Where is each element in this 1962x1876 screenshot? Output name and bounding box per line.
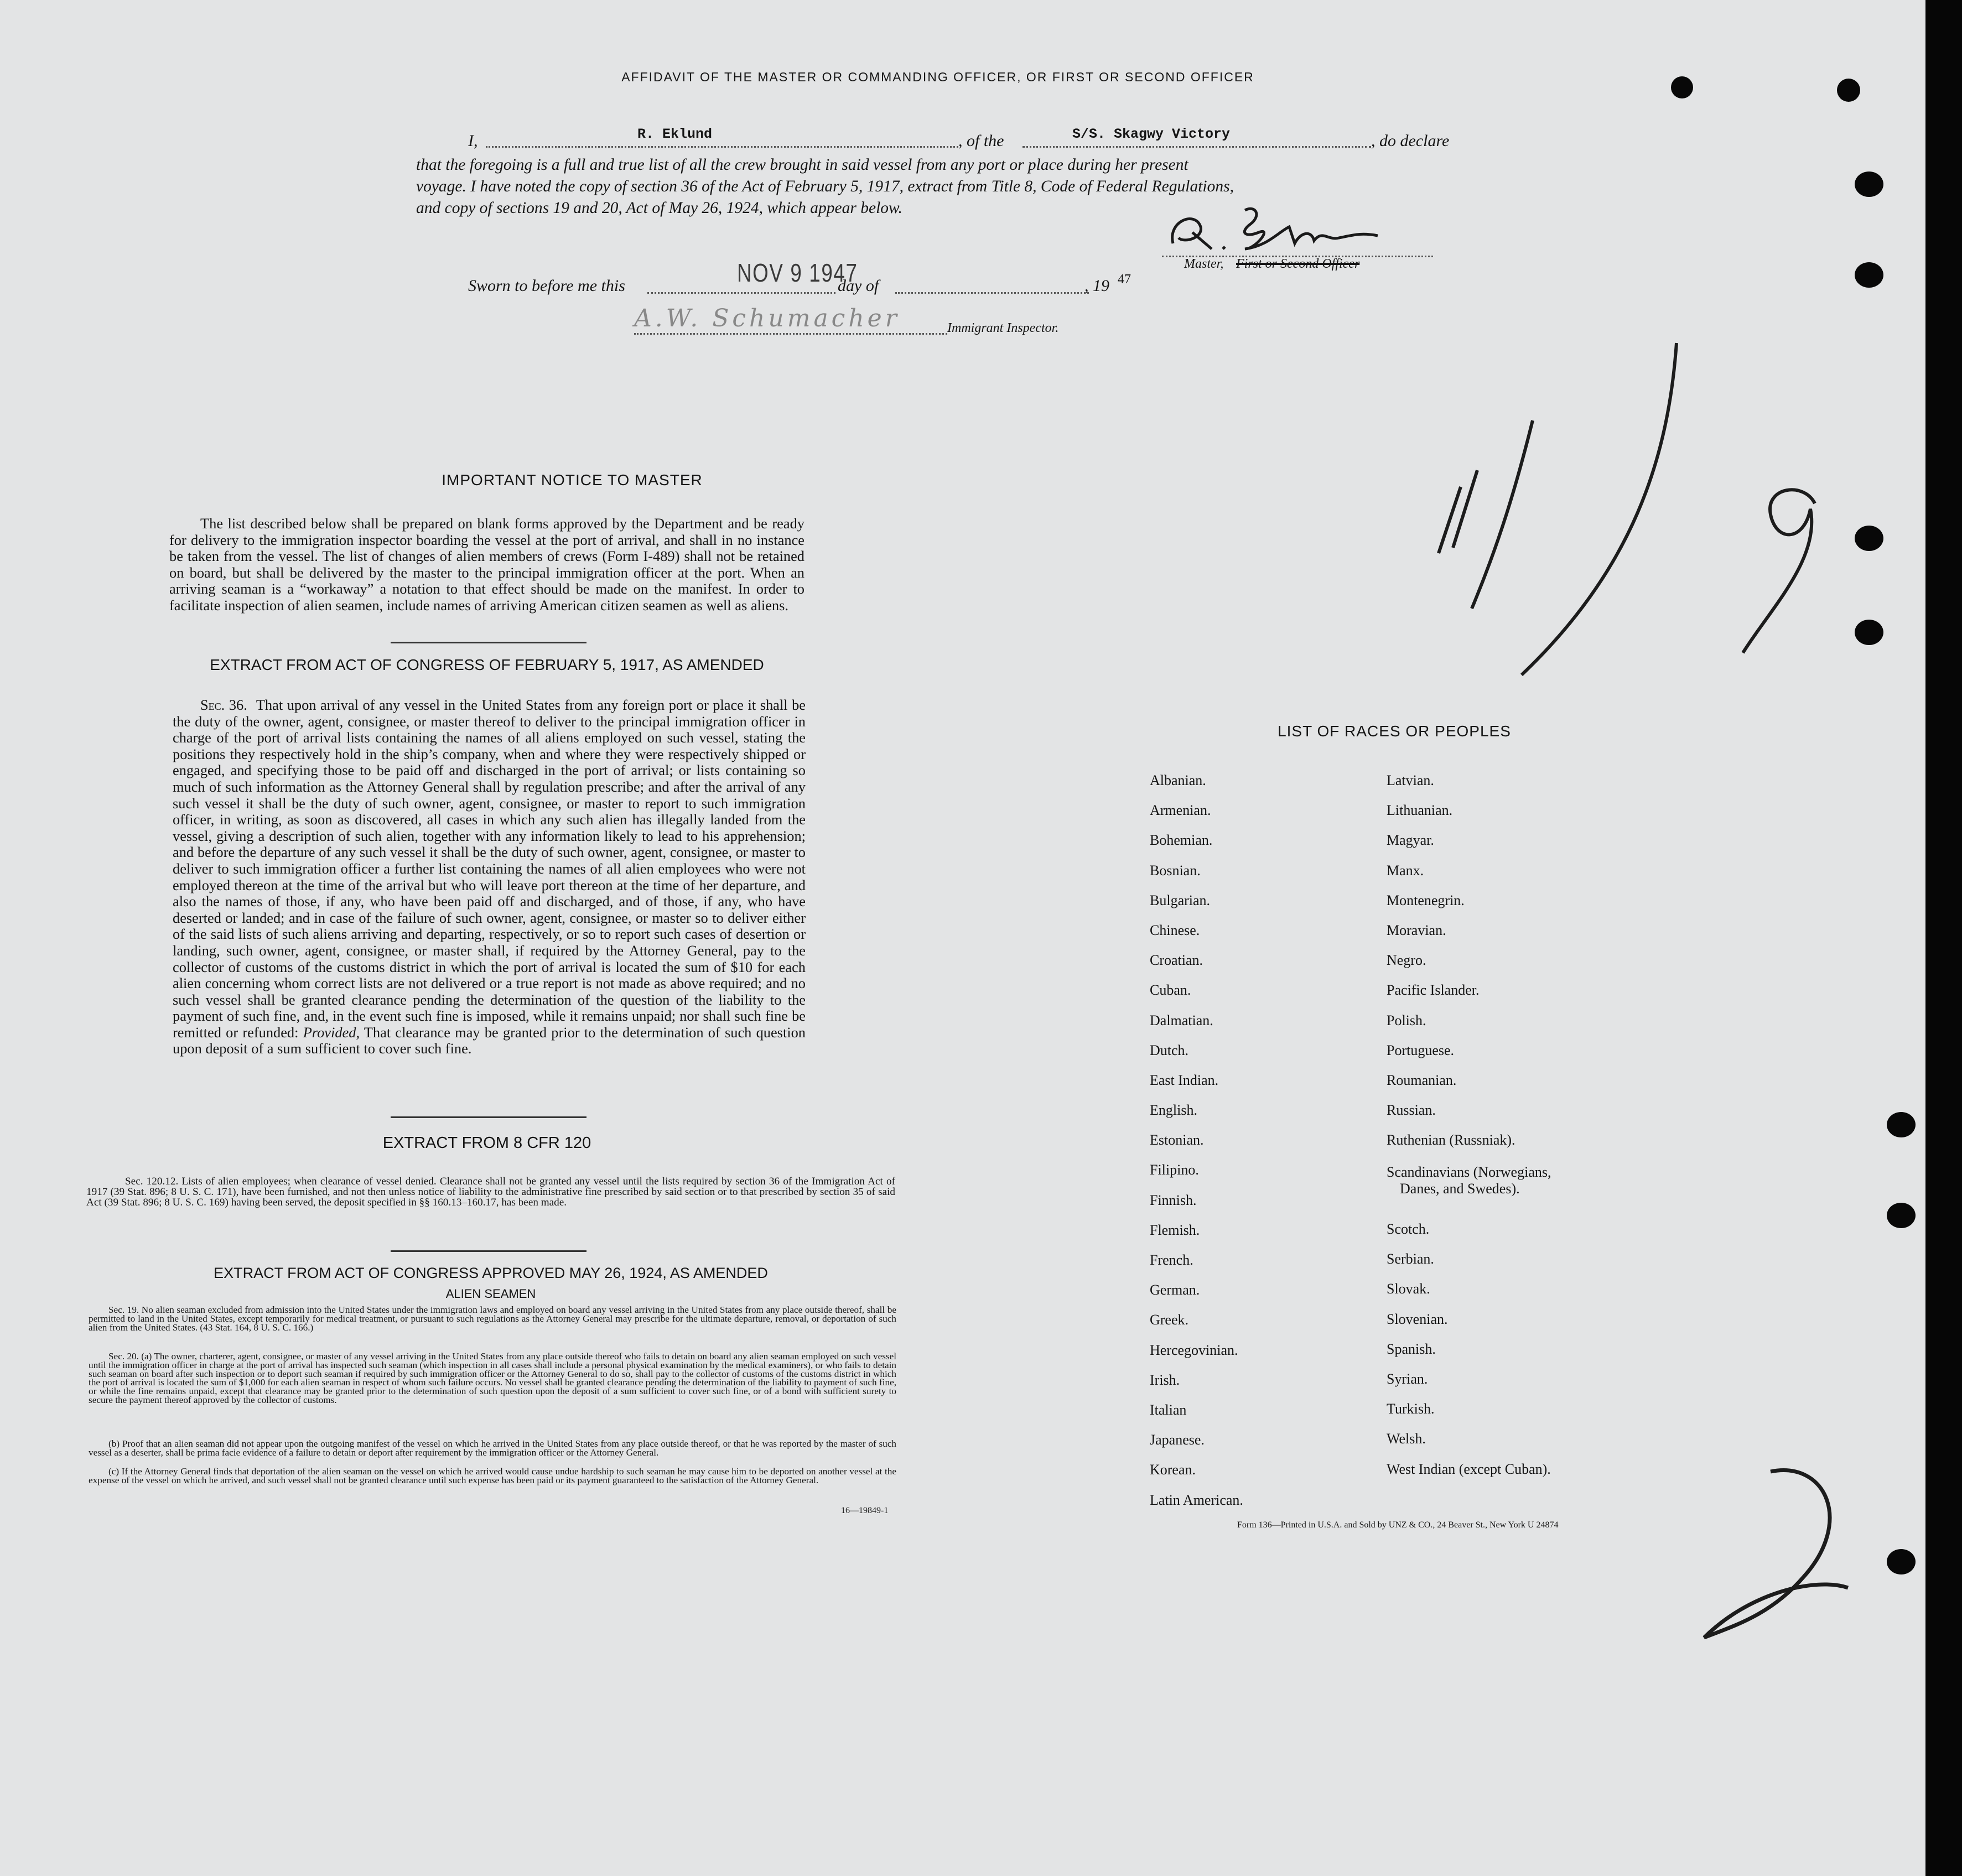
- race-item: Turkish.: [1387, 1401, 1435, 1417]
- scan-edge: [1925, 0, 1962, 1876]
- race-item: Welsh.: [1387, 1431, 1426, 1447]
- alien-seamen-subtitle: ALIEN SEAMEN: [445, 1287, 536, 1301]
- punch-hole: [1855, 172, 1883, 197]
- year-suffix-field: 47: [1118, 272, 1131, 287]
- race-item: Estonian.: [1150, 1132, 1204, 1149]
- handwritten-fraction-mark: [1416, 321, 1837, 697]
- provided-label: Provided,: [303, 1023, 360, 1041]
- race-item: Latvian.: [1387, 772, 1434, 788]
- cfr-title: EXTRACT FROM 8 CFR 120: [382, 1134, 591, 1152]
- race-item: West Indian (except Cuban).: [1387, 1461, 1551, 1477]
- race-item: Dalmatian.: [1150, 1012, 1213, 1028]
- race-item: Negro.: [1387, 952, 1426, 969]
- master-title-label: Master,: [1184, 257, 1224, 271]
- declaration-line-3: and copy of sections 19 and 20, Act of May 26, 1924, which appear below.: [416, 199, 902, 217]
- race-item: Korean.: [1150, 1462, 1196, 1478]
- race-item: French.: [1150, 1252, 1193, 1268]
- race-item: Hercegovinian.: [1150, 1342, 1238, 1358]
- declaration-line-1: that the foregoing is a full and true list of all the crew brought in said vessel from any port or place during her present: [416, 156, 1188, 174]
- inspector-signature-line: [634, 333, 947, 335]
- day-of-label: day of: [838, 277, 879, 295]
- form-code: 16—19849-1: [841, 1506, 889, 1515]
- race-item: Greek.: [1150, 1312, 1189, 1328]
- sec20c-body: (c) If the Attorney General finds that deportation of the alien seaman on the vessel on which he arrived would cause undue hardship to such seaman he may cause him to be deported on another vessel at the expense of the vessel on which he arrived, and such vessel shall not be granted clearance until such expense has been paid or its payment guaranteed to the satisfaction of the Attorney General.: [89, 1466, 896, 1485]
- race-item: Ruthenian (Russniak).: [1387, 1132, 1515, 1149]
- races-column-2b: [1387, 1214, 1619, 1484]
- race-item: Syrian.: [1387, 1370, 1428, 1387]
- races-column-1: [1150, 766, 1382, 1515]
- race-item: Croatian.: [1150, 952, 1203, 969]
- race-scandinavians: [1387, 1164, 1551, 1197]
- punch-hole: [1855, 620, 1883, 645]
- race-item: German.: [1150, 1282, 1200, 1298]
- race-item: Latin American.: [1150, 1492, 1243, 1508]
- punch-hole: [1887, 1112, 1916, 1137]
- race-item: Magyar.: [1387, 832, 1434, 849]
- inspector-signature: A.W. Schumacher: [634, 304, 900, 332]
- sec36-label: Sec. 36.: [200, 697, 247, 713]
- notice-body: The list described below shall be prepared on blank forms approved by the Department and be ready for delivery to the immigration inspector boarding the vessel at the port of arrival, and shall in no instance be taken from the vessel. The list of changes of alien members of crews (Form I-489) shall not be retained on board, but shall be delivered by the master to the principal immigration officer at the port. When an arriving seaman is a “workaway” a notation to that effect should be made on the manifest. In order to facilitate inspection of alien seamen, include names of arriving American citizen seamen as well as aliens.: [169, 515, 804, 614]
- master-name-field: R. Eklund: [637, 126, 713, 142]
- sec20a-body: Sec. 20. (a) The owner, charterer, agent, consignee, or master of any vessel arriving in the United States from any place outside thereof who fails to detain on board any alien seaman employed on such vessel until the immigration officer in charge at the port of arrival has inspected such seaman (which inspection in all cases shall include a personal physical examination by the medical examiners), or who fails to detain such seaman on board after such inspection or to deport such seaman if required by such immigration officer or the Attorney General to do so, shall pay to the collector of customs of the customs district in which the port of arrival is located the sum of $1,000 for each alien seaman in respect of whom such failure occurs. No vessel shall be granted clearance pending the determination of the liability to payment of such fine, or while the fine remains unpaid, except that clearance may be granted prior to the determination of such question upon the deposit of a sum sufficient to cover such fine, or of a bond with sufficient surety to secure the payment thereof approved by the collector of customs.: [89, 1351, 896, 1405]
- race-item: Lithuanian.: [1387, 802, 1453, 819]
- inspector-label: Immigrant Inspector.: [947, 321, 1059, 335]
- race-item: Polish.: [1387, 1012, 1426, 1028]
- cfr-body: Sec. 120.12. Lists of alien employees; when clearance of vessel denied. Clearance shall not be granted any vessel until the lists required by section 36 of the Immigration Act of 1917 (39 Stat. 896; 8 U. S. C. 171), have been furnished, and not then unless notice of liability to the administrative fine prescribed by said section or to that prescribed by section 35 of said Act (39 Stat. 896; 8 U. S. C. 169) having been served, the deposit specified in §§ 160.13–160.17, has been made.: [86, 1176, 895, 1208]
- divider-3: [391, 1250, 586, 1252]
- printer-footer: Form 136—Printed in U.S.A. and Sold by UNZ & CO., 24 Beaver St., New York U 24874: [1237, 1520, 1559, 1530]
- sec36-paragraph: [173, 697, 806, 1057]
- race-item: Dutch.: [1150, 1042, 1189, 1058]
- extract-1917-title: EXTRACT FROM ACT OF CONGRESS OF FEBRUARY 5, 1917, AS AMENDED: [210, 656, 764, 673]
- sworn-label: Sworn to before me this: [468, 277, 625, 295]
- race-item: Portuguese.: [1387, 1042, 1455, 1058]
- i-label: I,: [468, 132, 478, 150]
- notice-title: IMPORTANT NOTICE TO MASTER: [442, 471, 703, 489]
- handwritten-page-number: [1671, 1461, 1892, 1660]
- year-prefix-label: , 19: [1084, 277, 1109, 295]
- sec36-body-end: That clearance may be granted prior to the determination of such question upon deposit of a sum sufficient to cover such fine.: [173, 1023, 806, 1057]
- race-item: East Indian.: [1150, 1072, 1219, 1088]
- of-the-label: , of the: [958, 132, 1004, 150]
- race-item: Slovak.: [1387, 1281, 1430, 1297]
- sworn-date-line: [647, 292, 835, 294]
- punch-hole: [1887, 1203, 1916, 1228]
- punch-hole: [1671, 76, 1693, 98]
- vessel-line: [1022, 146, 1371, 148]
- race-item: Filipino.: [1150, 1162, 1199, 1178]
- race-item: Armenian.: [1150, 802, 1211, 819]
- race-item: Finnish.: [1150, 1192, 1197, 1208]
- punch-hole: [1855, 262, 1883, 288]
- sec20b-body: (b) Proof that an alien seaman did not appear upon the outgoing manifest of the vessel on which he arrived in the United States from any place outside thereof, or that he was reported by the master of such vessel as a deserter, shall be prima facie evidence of a failure to detain or deport after requirement by the immigration officer or the Attorney General.: [89, 1438, 896, 1458]
- race-scandinavians-line-2: Danes, and Swedes).: [1400, 1181, 1520, 1197]
- race-item: Manx.: [1387, 862, 1424, 879]
- master-signature: [1162, 199, 1394, 260]
- struck-officer-title: First or Second Officer: [1236, 257, 1360, 271]
- race-item: Chinese.: [1150, 922, 1200, 938]
- race-item: Serbian.: [1387, 1251, 1434, 1267]
- punch-hole: [1855, 526, 1883, 551]
- race-item: Montenegrin.: [1387, 892, 1465, 908]
- sworn-month-line: [895, 292, 1089, 294]
- race-item: Russian.: [1387, 1102, 1436, 1119]
- extract-1924-title: EXTRACT FROM ACT OF CONGRESS APPROVED MAY 26, 1924, AS AMENDED: [214, 1265, 768, 1281]
- sec36-body: That upon arrival of any vessel in the United States from any foreign port or place it shall be the duty of the owner, agent, consignee, or master thereof to deliver to the principal immigration officer in charge of the port of arrival lists containing the names of all aliens employed on such vessel, stating the positions they respectively hold in the ship’s company, when and where they were respectively shipped or engaged, and specifying those to be paid off and discharged in the port of arrival; or lists containing so much of such information as the Attorney General shall by regulation prescribe; and after the arrival of any such vessel it shall be the duty of such owner, agent, consignee, or master to report to such immigration officer, in writing, as soon as discovered, all cases in which any such alien has illegally landed from the vessel, giving a description of such alien, together with any information likely to lead to his apprehension; and before the departure of any such vessel it shall be the duty of such owner, agent, consignee, or master to deliver to such immigration officer a further list containing the names of all alien employees who were not employed thereon at the time of the arrival but who will leave port thereon at the time of her departure, and also the names of those, if any, who have been paid off and discharged, and of those, if any, who have deserted or landed; and in case of the failure of such owner, agent, consignee, or master so to deliver either of the said lists of such aliens arriving and departing, respectively, or so to report such cases of desertion or landing, such owner, agent, consignee, or master shall, if required by the Attorney General, pay to the collector of customs of the customs district in which the port of arrival is located the sum of $10 for each alien concerning whom correct lists are not delivered or a true report is not made as above required; and no such vessel shall be granted clearance pending the determination of the question of the liability to the payment of such fine, and, in the event such fine is imposed, while it remains unpaid; nor shall such fine be remitted or refunded:: [173, 697, 806, 1041]
- affidavit-heading: AFFIDAVIT OF THE MASTER OR COMMANDING OFFICER, OR FIRST OR SECOND OFFICER: [621, 70, 1254, 84]
- race-item: Spanish.: [1387, 1340, 1436, 1357]
- divider-2: [391, 1116, 586, 1118]
- race-item: Flemish.: [1150, 1222, 1200, 1238]
- declaration-line-2: voyage. I have noted the copy of section 36 of the Act of February 5, 1917, extract from Title 8, Code of Federal Regulations,: [416, 178, 1234, 195]
- vessel-name-field: S/S. Skagwy Victory: [1072, 126, 1231, 142]
- race-item: Japanese.: [1150, 1432, 1205, 1448]
- races-title: LIST OF RACES OR PEOPLES: [1278, 723, 1511, 740]
- race-item: Roumanian.: [1387, 1072, 1457, 1088]
- date-stamp: NOV 9 1947: [737, 258, 858, 287]
- punch-hole: [1887, 1549, 1916, 1574]
- race-item: English.: [1150, 1102, 1197, 1119]
- divider-1: [391, 642, 586, 643]
- do-declare-label: , do declare: [1371, 132, 1450, 150]
- race-item: Bulgarian.: [1150, 892, 1211, 908]
- race-scandinavians-line-1: Scandinavians (Norwegians,: [1387, 1164, 1551, 1180]
- race-item: Bosnian.: [1150, 862, 1201, 879]
- race-item: Pacific Islander.: [1387, 982, 1480, 999]
- race-item: Slovenian.: [1387, 1311, 1448, 1327]
- punch-hole: [1837, 79, 1860, 102]
- race-item: Albanian.: [1150, 772, 1206, 788]
- race-item: Scotch.: [1387, 1221, 1430, 1237]
- master-name-line: [486, 146, 958, 148]
- race-item: Moravian.: [1387, 922, 1446, 938]
- race-item: Irish.: [1150, 1371, 1180, 1388]
- races-column-2: [1387, 766, 1619, 1155]
- race-item: Cuban.: [1150, 982, 1191, 999]
- race-item: Bohemian.: [1150, 832, 1213, 849]
- sec19-body: Sec. 19. No alien seaman excluded from admission into the United States under the immigration laws and employed on board any vessel arriving in the United States from any place outside thereof, shall be permitted to land in the United States, except temporarily for medical treatment, or pursuant to such regulations as the Attorney General may prescribe for the ultimate departure, removal, or deportation of such alien from the United States. (43 Stat. 164, 8 U. S. C. 166.): [89, 1305, 896, 1333]
- race-item: Italian: [1150, 1401, 1187, 1418]
